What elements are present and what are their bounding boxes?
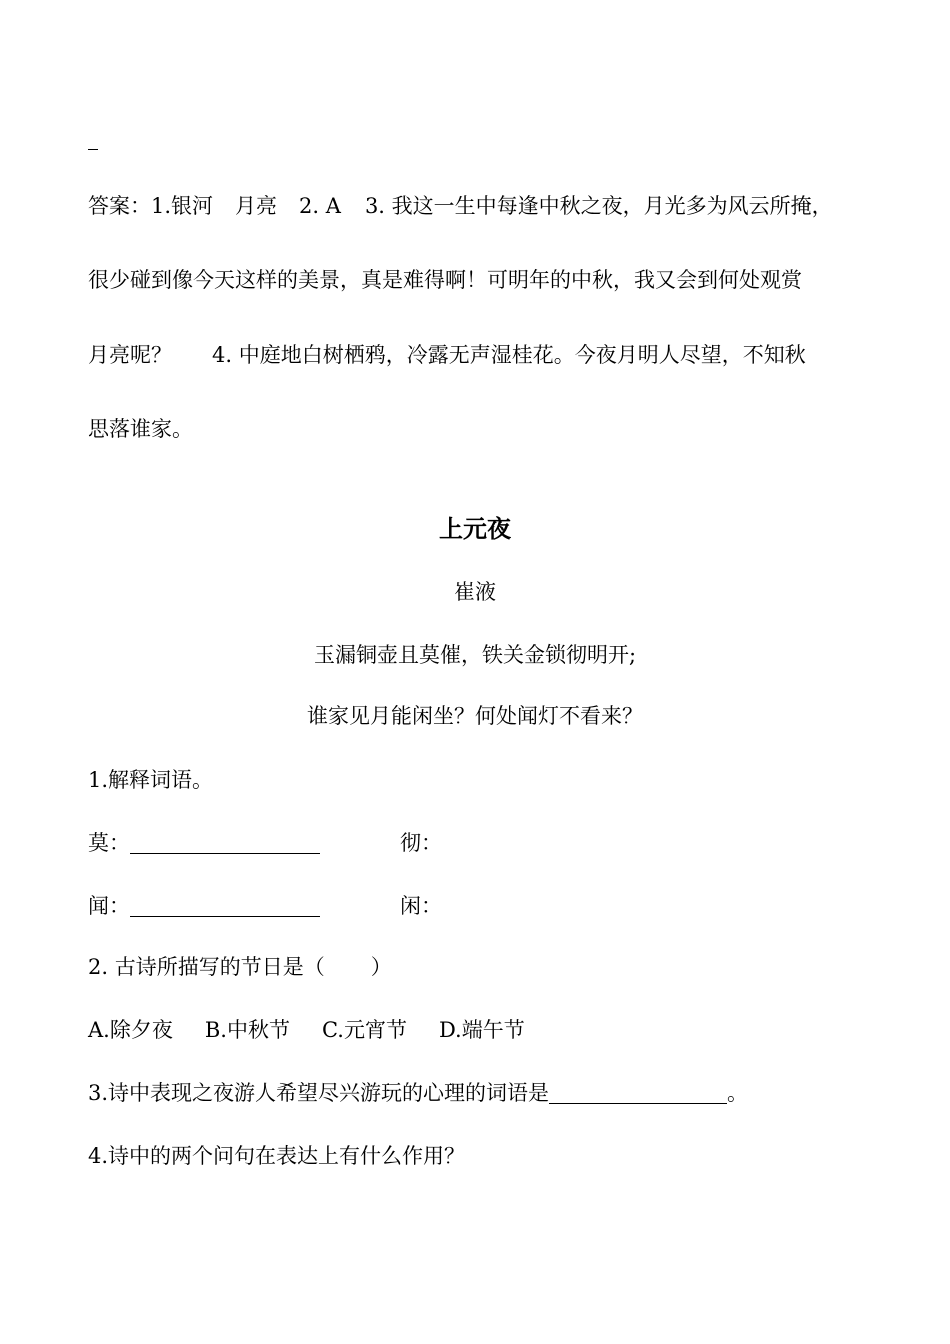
option-d: D.端午节 xyxy=(438,1018,525,1042)
question-2-options xyxy=(88,1020,525,1041)
option-c: C.元宵节 xyxy=(321,1018,407,1042)
poem-author: 崔液 xyxy=(454,580,496,604)
answer-prefix: 答案：1.银河 xyxy=(88,194,214,218)
answer-line-3-part2: 4. 中庭地白树栖鸦，冷露无声湿桂花。今夜月明人尽望，不知秋 xyxy=(212,343,806,367)
poem-line-2: 谁家见月能闲坐？何处闻灯不看来？ xyxy=(307,704,643,728)
q1-label-wen: 闻： xyxy=(88,894,130,918)
poem-title: 上元夜 xyxy=(439,515,511,543)
answer-blank[interactable] xyxy=(549,1102,727,1104)
q1-item-left-1 xyxy=(88,833,320,854)
q1-item-left-2 xyxy=(88,896,320,917)
answer-2: 2. A xyxy=(299,194,341,218)
poem-line-1: 玉漏铜壶且莫催，铁关金锁彻明开; xyxy=(313,643,637,667)
question-3-end: 。 xyxy=(727,1081,749,1105)
question-2-close: ） xyxy=(370,955,392,979)
answer-line-3 xyxy=(88,345,806,366)
answer-blank[interactable] xyxy=(130,852,320,854)
answer-1b: 月亮 xyxy=(235,194,278,218)
question-3-text: 3.诗中表现之夜游人希望尽兴游玩的心理的词语是 xyxy=(88,1081,550,1105)
answer-line-4: 思落谁家。 xyxy=(88,417,193,441)
answer-line-2: 很少碰到像今天这样的美景，真是难得啊！可明年的中秋，我又会到何处观赏 xyxy=(88,268,802,292)
q1-label-mo: 莫： xyxy=(88,831,130,855)
question-4: 4.诗中的两个问句在表达上有什么作用？ xyxy=(88,1144,466,1168)
answer-blank[interactable] xyxy=(130,915,320,917)
option-a: A.除夕夜 xyxy=(88,1018,173,1042)
answer-3: 3. 我这一生中每逢中秋之夜，月光多为风云所掩， xyxy=(364,194,833,218)
stray-dash xyxy=(88,149,98,150)
question-2-text: 2. 古诗所描写的节日是（ xyxy=(88,955,325,979)
answer-line-1 xyxy=(88,196,833,217)
question-2 xyxy=(88,957,392,978)
answer-line-3-part1: 月亮呢？ xyxy=(88,343,172,367)
question-1: 1.解释词语。 xyxy=(88,768,214,792)
question-3 xyxy=(88,1083,748,1104)
q1-item-right-1: 彻： xyxy=(400,831,442,855)
q1-item-right-2: 闲： xyxy=(400,894,442,918)
option-b: B.中秋节 xyxy=(204,1018,290,1042)
